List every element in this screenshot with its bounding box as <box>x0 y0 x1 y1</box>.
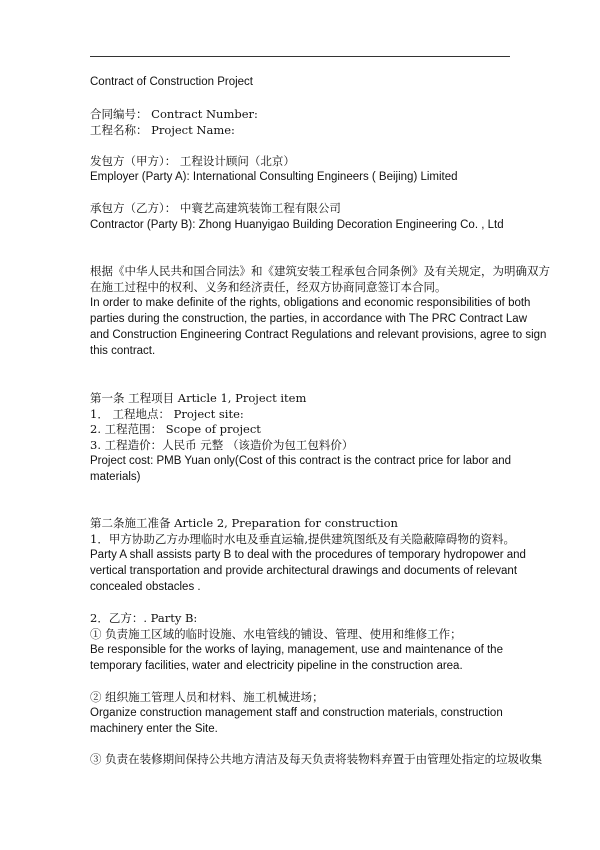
article2-p1-en-3: concealed obstacles . <box>90 581 201 593</box>
article2-item2-en-1: Organize construction management staff and construction materials, construction <box>90 707 503 719</box>
article2-item1-en-1: Be responsible for the works of laying, management, use and maintenance of the <box>90 644 503 656</box>
article2-p1-en-1: Party A shall assists party B to deal with the procedures of temporary hydropower and <box>90 549 526 561</box>
article1-heading: 第一条 工程项目 Article 1, Project item <box>90 391 307 405</box>
project-name-label: 工程名称： Project Name: <box>90 123 235 137</box>
article2-item1-cn: ① 负责施工区域的临时设施、水电管线的铺设、管理、使用和维修工作； <box>90 627 462 641</box>
preamble-en-1: In order to make definite of the rights, obligations and economic responsibilities of both <box>90 297 531 309</box>
document-title: Contract of Construction Project <box>90 76 253 88</box>
contract-number-label: 合同编号： Contract Number: <box>90 107 258 121</box>
article2-p1-cn: 1．甲方协助乙方办理临时水电及垂直运输,提供建筑图纸及有关隐蔽障碍物的资料。 <box>90 532 515 546</box>
article1-cost-en-1: Project cost: PMB Yuan only(Cost of this contract is the contract price for labor and <box>90 455 512 467</box>
article2-p1-en-2: vertical transportation and provide architectural drawings and documents of relevant <box>90 565 518 577</box>
preamble-en-3: and Construction Engineering Contract Regulations and relevant provisions, agree to sign <box>90 329 547 341</box>
article2-item1-en-2: temporary facilities, water and electricity pipeline in the construction area. <box>90 660 463 672</box>
article2-item2-en-2: machinery enter the Site. <box>90 723 218 735</box>
contractor-en: Contractor (Party B): Zhong Huanyigao Building Decoration Engineering Co. , Ltd <box>90 219 504 231</box>
preamble-en-4: this contract. <box>90 345 156 357</box>
employer-en: Employer (Party A): International Consulting Engineers ( Beijing) Limited <box>90 171 458 183</box>
preamble-cn-1: 根据《中华人民共和国合同法》和《建筑安装工程承包合同条例》及有关规定，为明确双方 <box>90 264 550 278</box>
article2-item2-cn: ② 组织施工管理人员和材料、施工机械进场； <box>90 690 324 704</box>
article1-item-site: 1． 工程地点： Project site: <box>90 407 244 421</box>
contractor-cn: 承包方（乙方）： 中寰艺高建筑装饰工程有限公司 <box>90 201 341 215</box>
preamble-en-2: parties during the construction, the parties, in accordance with The PRC Contract Law <box>90 313 528 325</box>
employer-cn: 发包方（甲方）： 工程设计顾问（北京） <box>90 154 295 168</box>
article1-item-scope: 2. 工程范围： Scope of project <box>90 422 261 436</box>
article1-item-cost: 3. 工程造价：人民币 元整 （该造价为包工包料价） <box>90 438 354 452</box>
article2-party-b-label: 2．乙方：. Party B: <box>90 611 198 625</box>
header-rule <box>90 56 510 57</box>
article1-cost-en-2: materials) <box>90 471 141 483</box>
article2-item3-cn: ③ 负责在装修期间保持公共地方清洁及每天负责将装物料弃置于由管理处指定的垃圾收集 <box>90 752 543 766</box>
preamble-cn-2: 在施工过程中的权利、义务和经济责任，经双方协商同意签订本合同。 <box>90 280 447 294</box>
article2-heading: 第二条施工准备 Article 2, Preparation for construction <box>90 516 398 530</box>
